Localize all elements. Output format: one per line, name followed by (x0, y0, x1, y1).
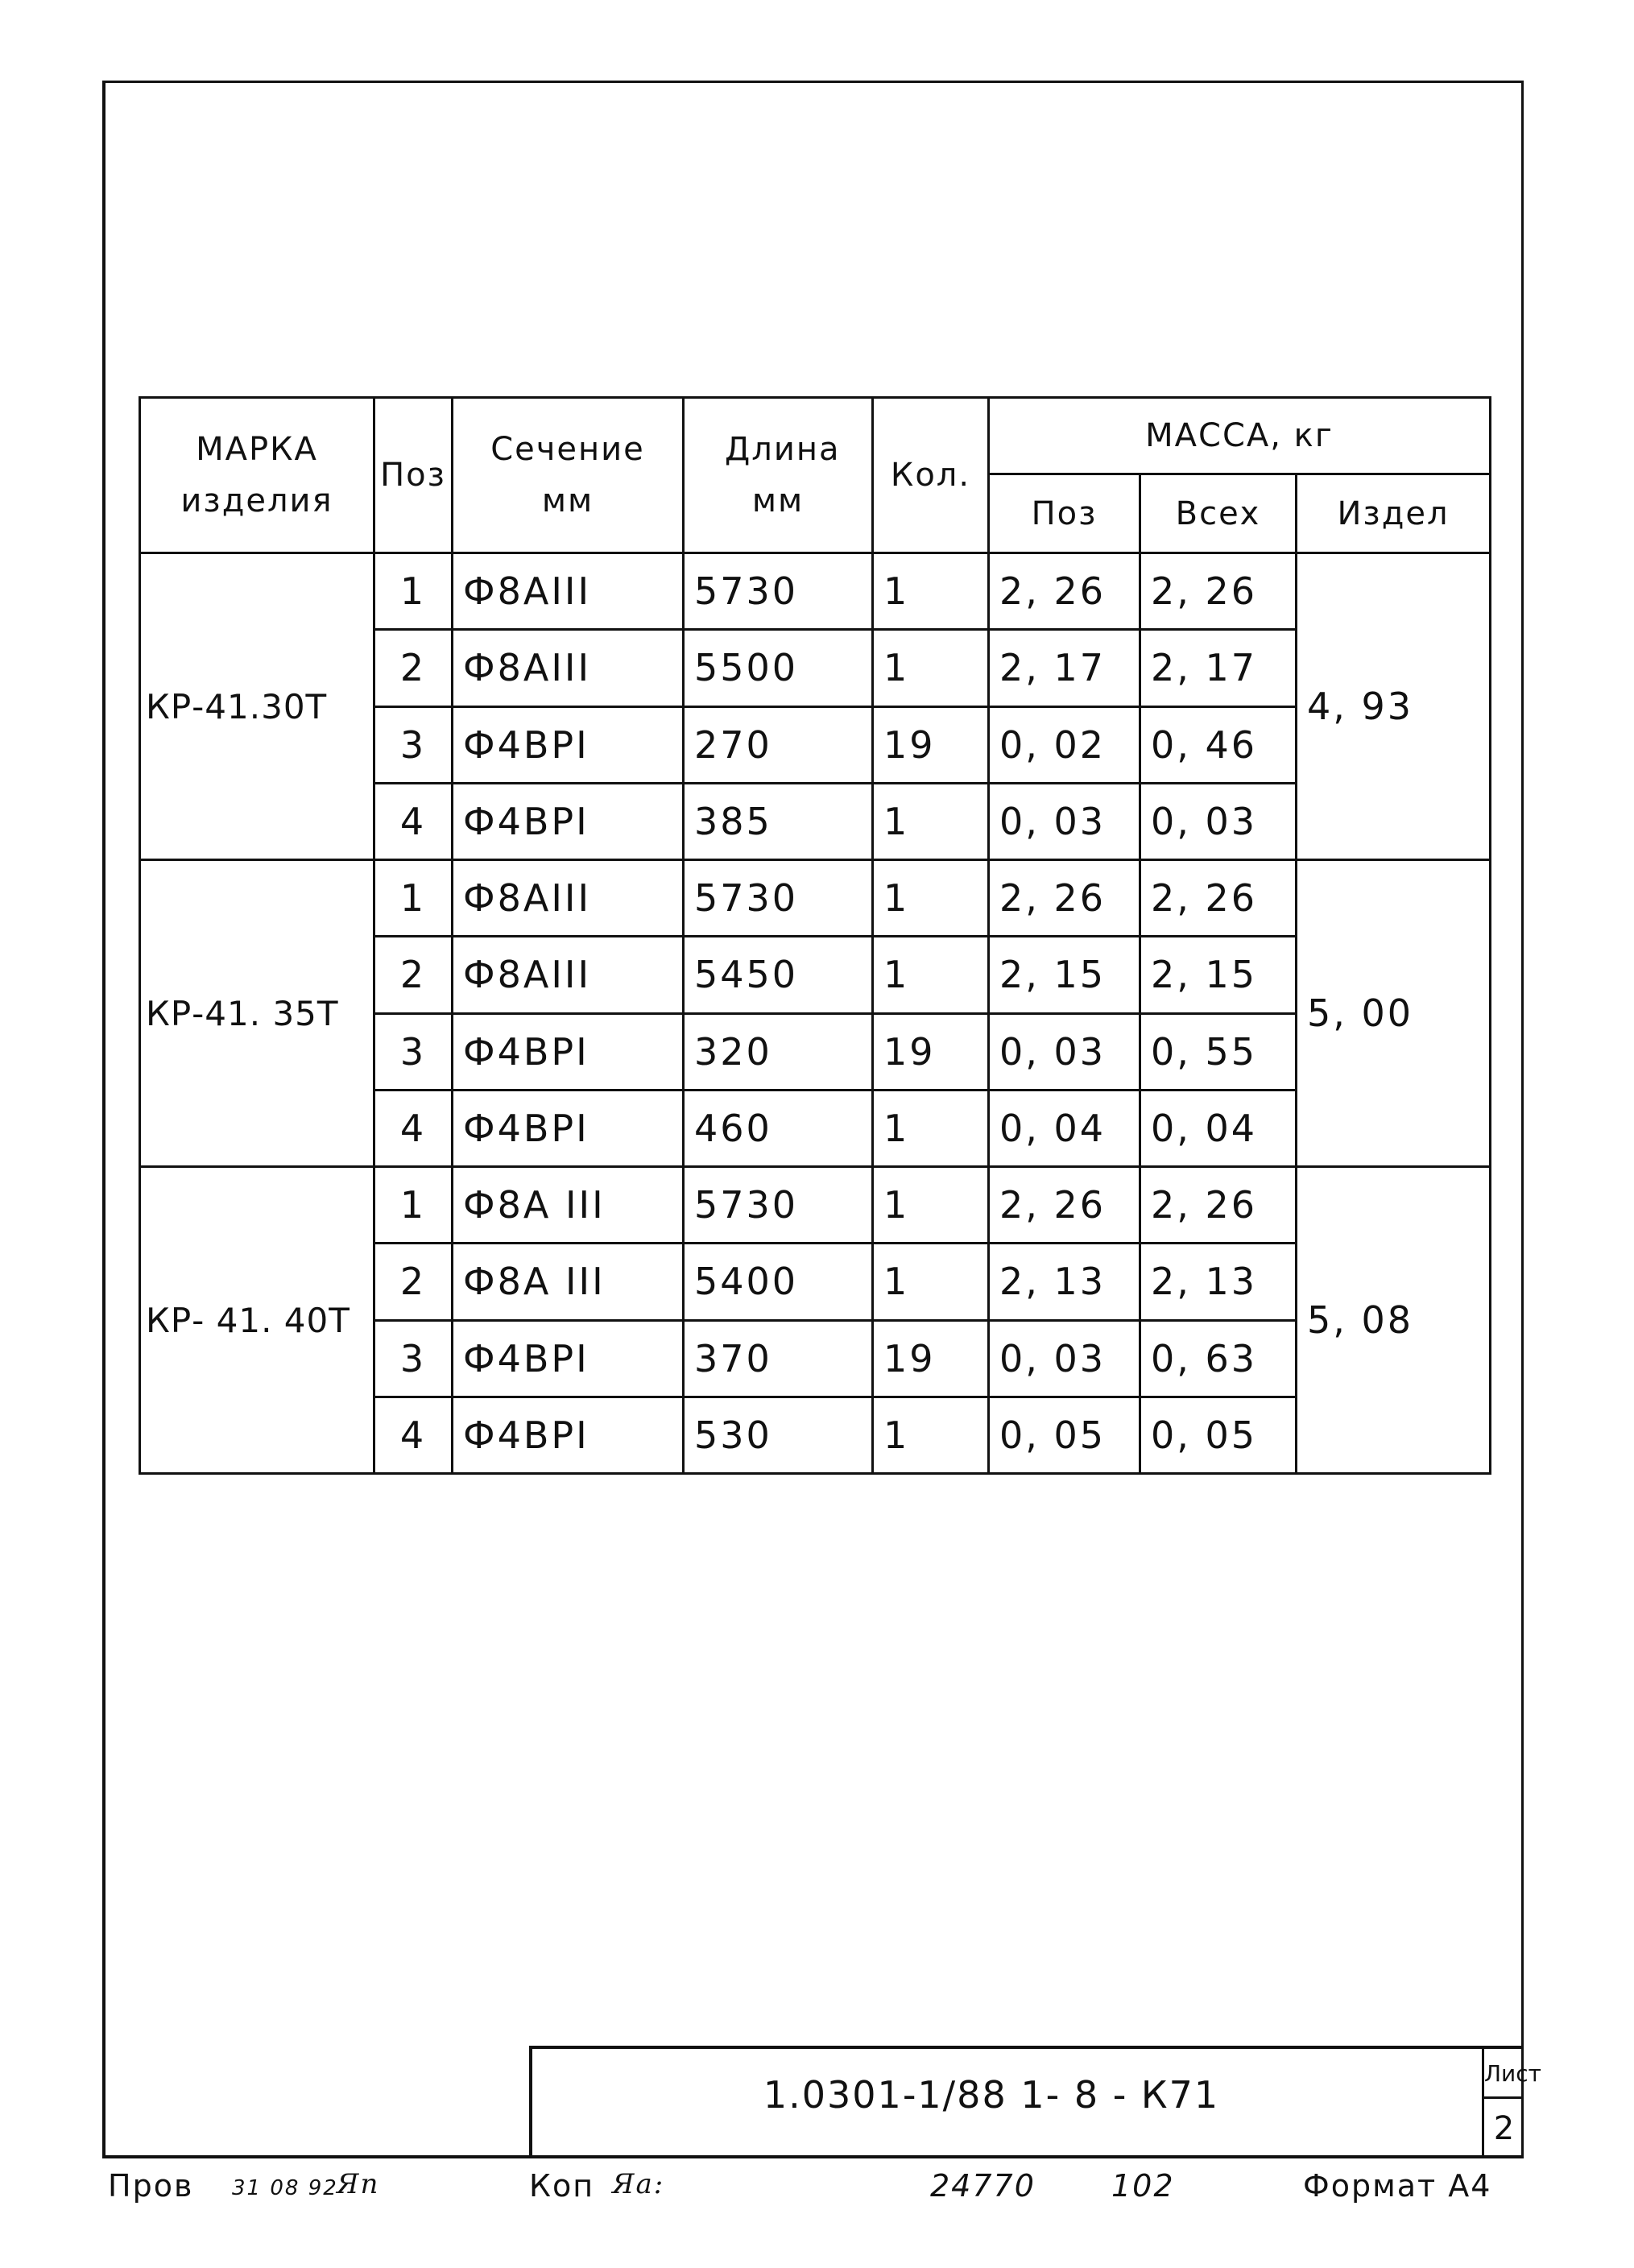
row-length: 385 (684, 783, 873, 859)
product-mark: КР-41. 35Т (140, 860, 374, 1167)
row-section: Ф4ВРI (453, 1090, 684, 1166)
row-section: Ф4ВРI (453, 1320, 684, 1397)
row-qty: 1 (873, 630, 989, 706)
row-length: 5730 (684, 1167, 873, 1244)
row-mass-all: 0, 63 (1140, 1320, 1297, 1397)
row-length: 5450 (684, 937, 873, 1013)
row-mass-pos: 2, 26 (989, 860, 1140, 937)
row-section: Ф4ВРI (453, 783, 684, 859)
row-qty: 1 (873, 783, 989, 859)
sheet-count: 102 (1111, 2168, 1175, 2204)
inventory-number: 24770 (930, 2168, 1036, 2204)
table-row (140, 553, 1491, 630)
checked-signature: Яп (337, 2168, 380, 2200)
row-pos: 3 (374, 1013, 453, 1090)
row-qty: 19 (873, 1320, 989, 1397)
row-mass-all: 0, 46 (1140, 706, 1297, 783)
row-pos: 1 (374, 860, 453, 937)
header-mark: МАРКА изделия (140, 398, 374, 553)
checked-date: 31 08 92 (232, 2176, 338, 2200)
row-mass-pos: 2, 26 (989, 1167, 1140, 1244)
product-mark: КР- 41. 40Т (140, 1167, 374, 1474)
row-qty: 19 (873, 1013, 989, 1090)
table-body (140, 553, 1491, 1474)
row-pos: 4 (374, 1397, 453, 1473)
row-pos: 3 (374, 706, 453, 783)
row-length: 5730 (684, 860, 873, 937)
row-length: 5730 (684, 553, 873, 630)
row-section: Ф8АIII (453, 860, 684, 937)
row-section: Ф8А III (453, 1167, 684, 1244)
sheet-cell (1482, 2049, 1541, 2158)
header-section: Сечение мм (453, 398, 684, 553)
header-pos: Поз (374, 398, 453, 553)
row-pos: 2 (374, 1244, 453, 1320)
header-qty: Кол. (873, 398, 989, 553)
sheet-number: 2 (1493, 2110, 1515, 2147)
row-mass-pos: 0, 03 (989, 783, 1140, 859)
row-pos: 2 (374, 937, 453, 1013)
row-mass-all: 2, 26 (1140, 860, 1297, 937)
row-mass-all: 2, 26 (1140, 553, 1297, 630)
row-mass-all: 0, 05 (1140, 1397, 1297, 1473)
row-qty: 1 (873, 1244, 989, 1320)
row-section: Ф4ВРI (453, 1397, 684, 1473)
row-section: Ф8АIII (453, 630, 684, 706)
row-section: Ф4ВРI (453, 706, 684, 783)
row-mass-pos: 0, 04 (989, 1090, 1140, 1166)
row-length: 270 (684, 706, 873, 783)
product-mark: КР-41.30Т (140, 553, 374, 860)
row-length: 530 (684, 1397, 873, 1473)
copy-label: Коп (529, 2168, 595, 2204)
row-pos: 3 (374, 1320, 453, 1397)
document-code: 1.0301-1/88 1- 8 - К71 (763, 2073, 1220, 2117)
row-qty: 1 (873, 937, 989, 1013)
row-mass-pos: 0, 02 (989, 706, 1140, 783)
row-mass-all: 0, 55 (1140, 1013, 1297, 1090)
row-length: 370 (684, 1320, 873, 1397)
row-section: Ф8АIII (453, 553, 684, 630)
header-length: Длина мм (684, 398, 873, 553)
row-mass-pos: 2, 13 (989, 1244, 1140, 1320)
row-length: 5500 (684, 630, 873, 706)
row-pos: 1 (374, 1167, 453, 1244)
row-length: 5400 (684, 1244, 873, 1320)
row-length: 320 (684, 1013, 873, 1090)
header-mass-pos: Поз (989, 474, 1140, 553)
copy-signature: Яа: (612, 2168, 665, 2200)
row-mass-all: 0, 03 (1140, 783, 1297, 859)
row-pos: 1 (374, 553, 453, 630)
header-mass-item: Издел (1297, 474, 1491, 553)
header-mass-group: МАССА, кг (989, 398, 1491, 474)
row-qty: 1 (873, 553, 989, 630)
table-row (140, 860, 1491, 937)
row-qty: 1 (873, 1090, 989, 1166)
format-label: Формат А4 (1303, 2168, 1492, 2204)
row-mass-pos: 2, 26 (989, 553, 1140, 630)
row-pos: 2 (374, 630, 453, 706)
product-total-mass: 5, 08 (1297, 1167, 1491, 1474)
product-total-mass: 4, 93 (1297, 553, 1491, 860)
table-row (140, 1167, 1491, 1244)
row-qty: 1 (873, 860, 989, 937)
row-mass-pos: 0, 05 (989, 1397, 1140, 1473)
row-mass-pos: 2, 17 (989, 630, 1140, 706)
row-mass-pos: 0, 03 (989, 1013, 1140, 1090)
row-mass-pos: 0, 03 (989, 1320, 1140, 1397)
title-block (529, 2046, 1541, 2158)
row-mass-all: 2, 13 (1140, 1244, 1297, 1320)
row-mass-all: 2, 15 (1140, 937, 1297, 1013)
row-section: Ф8А III (453, 1244, 684, 1320)
row-pos: 4 (374, 783, 453, 859)
row-mass-all: 2, 17 (1140, 630, 1297, 706)
row-section: Ф4ВРI (453, 1013, 684, 1090)
checked-label: Пров (108, 2168, 194, 2204)
row-qty: 1 (873, 1397, 989, 1473)
header-mass-all: Всех (1140, 474, 1297, 553)
row-section: Ф8АIII (453, 937, 684, 1013)
sheet-label: Лист (1484, 2049, 1524, 2099)
specification-table (139, 396, 1491, 1475)
row-mass-all: 2, 26 (1140, 1167, 1297, 1244)
row-qty: 1 (873, 1167, 989, 1244)
row-qty: 19 (873, 706, 989, 783)
product-total-mass: 5, 00 (1297, 860, 1491, 1167)
row-mass-all: 0, 04 (1140, 1090, 1297, 1166)
row-mass-pos: 2, 15 (989, 937, 1140, 1013)
row-length: 460 (684, 1090, 873, 1166)
row-pos: 4 (374, 1090, 453, 1166)
